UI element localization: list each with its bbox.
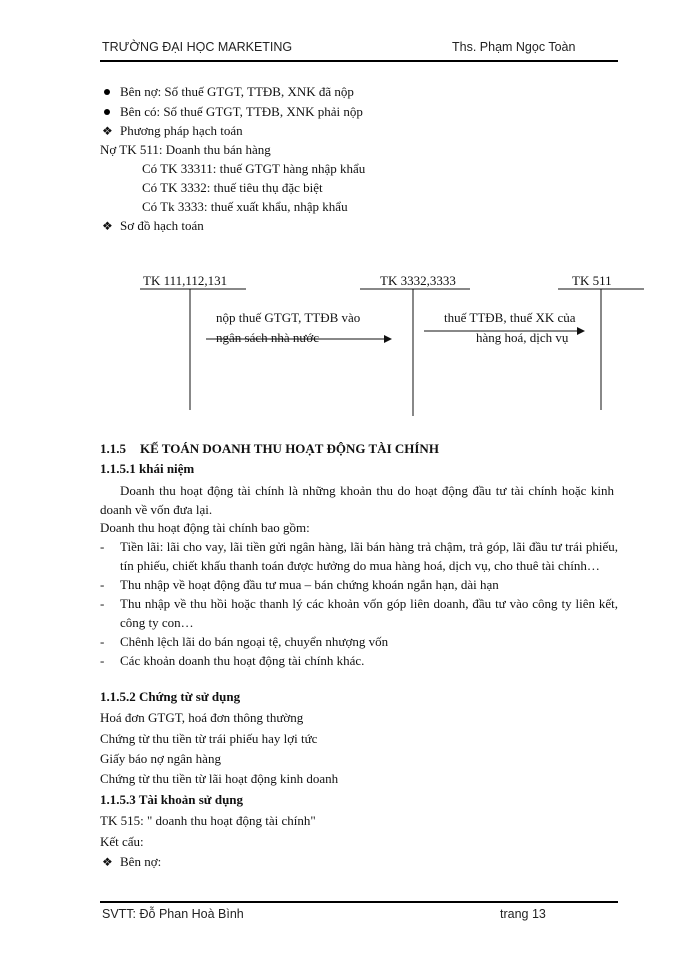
account-label-3332: TK 3332,3333 [380,273,456,288]
accounting-diagram [0,0,700,430]
bullet-debit: Bên nợ: Số thuế GTGT, TTĐB, XNK đã nộp [104,84,354,100]
account-line: TK 515: " doanh thu hoạt động tài chính" [100,813,316,828]
diamond-bullet-icon: ❖ [102,124,113,138]
structure-line: Kết cấu: [100,834,144,849]
list-item: - Thu nhập về thu hồi hoặc thanh lý các khoản vốn góp liên doanh, đầu tư vào công ty liên kết, công ty con… [100,596,618,630]
document-line: Giấy báo nợ ngân hàng [100,751,221,766]
list-item: - Chênh lệch lãi do bán ngoại tệ, chuyển nhượng vốn [100,634,389,649]
footer-page-number: trang 13 [500,907,546,921]
diagram-label: ❖ Sơ đồ hạch toán [102,218,204,233]
document-line: Chứng từ thu tiền từ trái phiếu hay lợi tức [100,731,318,746]
document-line: Chứng từ thu tiền từ lãi hoạt động kinh doanh [100,771,339,786]
entry-credit-3: Có Tk 3333: thuế xuất khẩu, nhập khẩu [142,199,348,214]
note-2-line-2: hàng hoá, dịch vụ [476,330,569,345]
header-school: TRƯỜNG ĐẠI HỌC MARKETING [102,40,293,54]
subsection-1-intro: Doanh thu hoạt động tài chính bao gồm: [100,520,310,535]
account-label-511: TK 511 [572,273,612,288]
subsection-1-paragraph: Doanh thu hoạt động tài chính là những khoản thu do hoạt động đầu tư tài chính hoặc kinh doanh về vốn đưa lại. [100,483,614,517]
diamond-bullet-icon: ❖ [102,219,113,233]
income-list [100,537,620,670]
list-item: - Các khoản doanh thu hoạt động tài chính khác. [100,653,365,668]
note-2-line-1: thuế TTĐB, thuế XK của [444,310,576,325]
method-item: ❖ Phương pháp hạch toán [102,123,243,138]
footer-student: SVTT: Đỗ Phan Hoà Bình [102,907,244,921]
header-author: Ths. Phạm Ngọc Toàn [452,40,576,54]
entry-credit-1: Có TK 33311: thuế GTGT hàng nhập khẩu [142,161,366,176]
list-item: - Tiền lãi: lãi cho vay, lãi tiền gửi ngân hàng, lãi bán hàng trả chậm, trả góp, lãi đầu tư trái phiếu, tín phiếu, chiết khấu thanh toán được hưởng do mua hàng hoá, dịch vụ, cho thuê tài chính… [100,539,618,573]
footer-rule [100,901,618,903]
note-1-line-1: nộp thuế GTGT, TTĐB vào [216,310,361,325]
note-1-line-2: ngân sách nhà nước [216,330,320,345]
document-line: Hoá đơn GTGT, hoá đơn thông thường [100,710,304,725]
diamond-bullet-icon: ❖ [102,855,113,869]
subsection-2-title: 1.1.5.2 Chứng từ sử dụng [100,689,241,704]
list-item: - Thu nhập về hoạt động đầu tư mua – bán chứng khoán ngắn hạn, dài hạn [100,577,499,592]
subsection-1-title: 1.1.5.1 khái niệm [100,461,195,476]
account-label-111: TK 111,112,131 [143,273,228,288]
subsection-3-title: 1.1.5.3 Tài khoản sử dụng [100,792,244,807]
section-heading: 1.1.5 KẾ TOÁN DOANH THU HOẠT ĐỘNG TÀI CHÍNH [100,441,439,456]
bullet-credit: Bên có: Số thuế GTGT, TTĐB, XNK phải nộp [104,104,363,120]
entry-credit-2: Có TK 3332: thuế tiêu thụ đặc biệt [142,180,323,195]
debit-side-item: ❖ Bên nợ: [102,854,162,869]
entry-debit: Nợ TK 511: Doanh thu bán hàng [100,142,271,157]
